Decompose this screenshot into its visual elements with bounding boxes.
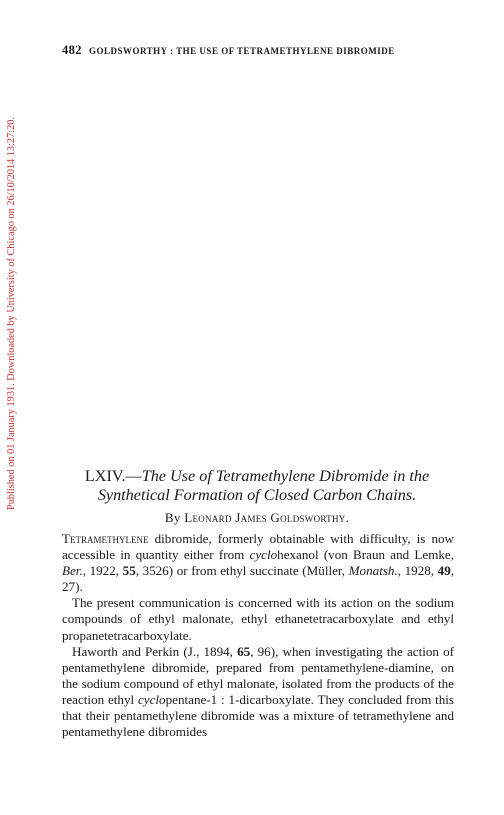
publication-sidebar xyxy=(6,105,20,510)
p3-text-2: , 96), when investigating the action of pentamethylene dibromide, prepared from pentamethylene-diamine, on the sodium compound of ethyl malonate, isolated from the products of the reaction ethyl xyxy=(62,643,454,707)
p1-text-2: hexanol (von Braun and Lemke, xyxy=(277,547,455,563)
p3-text-1: Haworth and Perkin (J., 1894, xyxy=(72,643,238,659)
article-number: LXIV. xyxy=(84,467,126,485)
p3-italic-cyclo: cyclo xyxy=(137,691,166,707)
p1-text-6: , 27). xyxy=(62,563,455,595)
running-title: GOLDSWORTHY : THE USE OF TETRAMETHYLENE DIBROMIDE xyxy=(88,46,395,56)
p1-text-3: , 1922, xyxy=(82,563,123,579)
p1-journal-monatsh: Monatsh. xyxy=(348,563,398,579)
paragraph-3 xyxy=(62,644,454,741)
p1-text-1: dibromide, formerly obtainable with difficulty, is now accessible in quantity either from xyxy=(62,531,454,563)
paragraph-1 xyxy=(62,531,454,595)
byline-prefix: By xyxy=(164,510,181,525)
download-notice: Published on 01 January 1931. Downloaded by University of Chicago on 26/10/2014 13:27:20. xyxy=(6,117,17,510)
article-title-text: The Use of Tetramethylene Dibromide in the Synthetical Formation of Closed Carbon Chains. xyxy=(97,467,430,504)
p1-journal-ber: Ber. xyxy=(62,563,83,579)
p1-italic-1: cyclo xyxy=(249,547,278,563)
byline xyxy=(62,510,452,526)
page-number: 482 xyxy=(62,43,82,57)
lead-word: Tetramethylene xyxy=(62,531,149,546)
running-header xyxy=(62,43,452,58)
p1-text-4: , 3526) or from ethyl succinate (Müller, xyxy=(135,563,349,579)
article-body xyxy=(62,531,454,740)
author-name: Leonard James Goldsworthy. xyxy=(184,510,350,525)
p1-volume-2: 49 xyxy=(437,563,451,579)
p1-volume-1: 55 xyxy=(122,563,136,579)
paragraph-2: The present communication is concerned with its action on the sodium compounds of ethyl malonate, ethyl ethanetetracarboxylate and ethyl propanetetracarboxylate. xyxy=(62,595,454,643)
p1-text-5: , 1928, xyxy=(397,563,438,579)
p3-volume: 65 xyxy=(237,643,251,659)
p3-text-3: pentane-1 : 1-dicarboxylate. They concluded from this that their pentamethylene dibromide was a mixture of tetramethylene and pentamethylene dibromides xyxy=(62,691,454,740)
title-dash: — xyxy=(125,467,142,485)
article-title xyxy=(62,467,452,505)
